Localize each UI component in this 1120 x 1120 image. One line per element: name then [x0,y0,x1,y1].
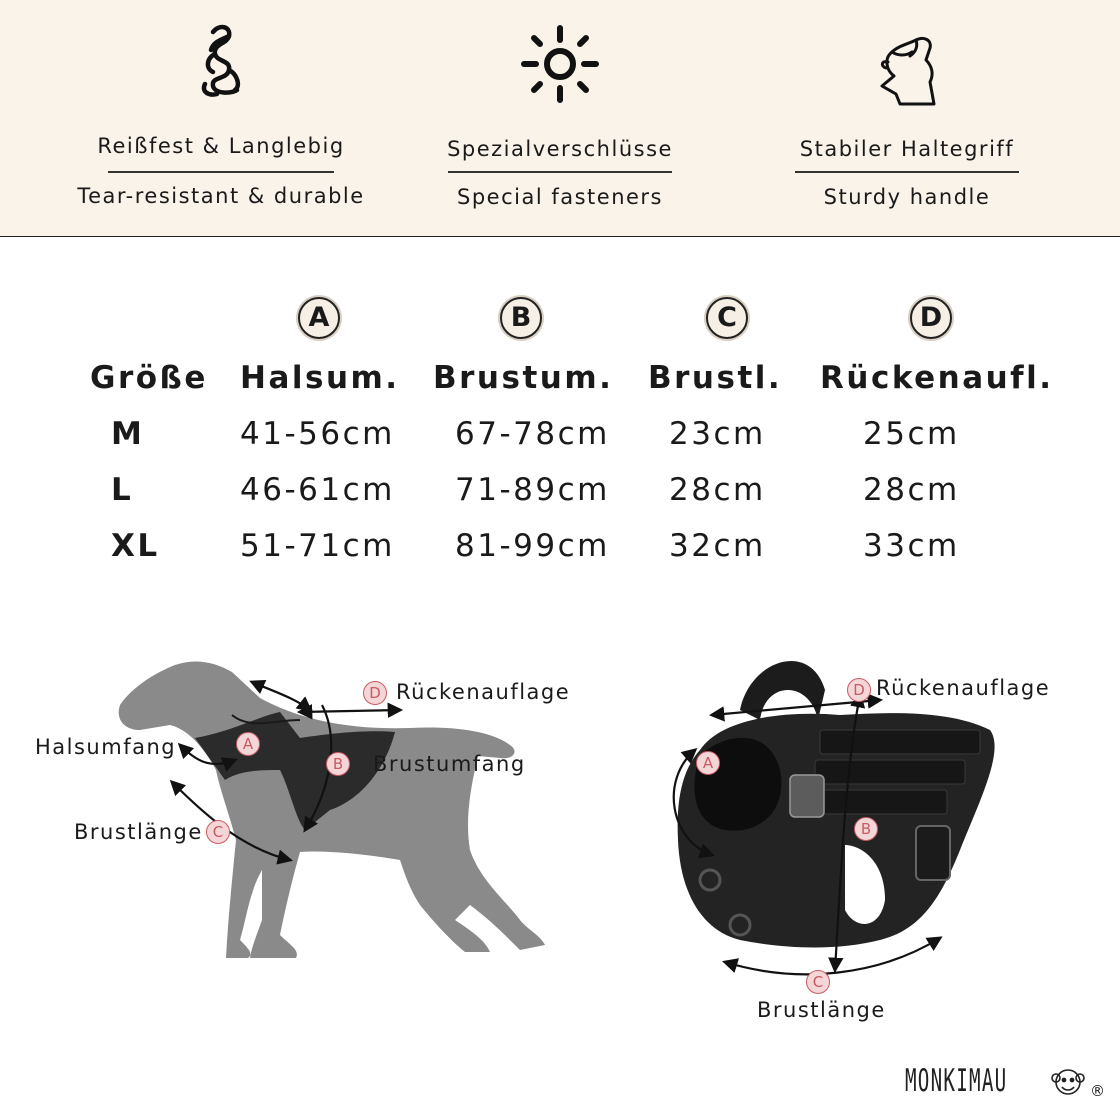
brand-logo [905,1063,1007,1099]
marker-a: A [696,751,720,775]
harness-measurement-diagram [640,640,1080,1040]
size-cell: XL [111,528,160,564]
measure-letter-a: A [298,297,340,339]
marker-d: D [363,681,387,705]
feature-en-label: Special fasteners [457,185,663,209]
label-back-length: Rückenauflage [396,680,571,704]
measure-letter-c: C [706,297,748,339]
value-cell: 51-71cm [240,528,395,564]
value-cell: 33cm [863,528,960,564]
measure-letter-b: B [500,297,542,339]
monkey-logo-icon [1050,1064,1086,1102]
sun-icon [520,24,600,108]
measure-letter-d: D [910,297,952,339]
value-cell: 28cm [669,472,766,508]
registered-mark: ® [1090,1082,1105,1100]
size-cell: L [111,472,134,508]
value-cell: 25cm [863,416,960,452]
value-cell: 32cm [669,528,766,564]
feature-de-label: Stabiler Haltegriff [799,137,1015,161]
header-chest-length: Brustl. [648,360,783,396]
marker-b: B [326,752,350,776]
header-size: Größe [90,360,208,396]
dog-measurement-diagram [0,620,571,980]
label-neck: Halsumfang [35,735,177,759]
header-back: Rückenaufl. [820,360,1054,396]
marker-d: D [847,678,871,702]
pinch-hand-icon [872,30,942,114]
label-back-length: Rückenauflage [876,676,1051,700]
feature-de-label: Spezialverschlüsse [447,137,673,161]
divider [108,171,334,173]
dog-silhouette [0,620,560,980]
marker-c: C [206,820,230,844]
value-cell: 81-99cm [455,528,610,564]
value-cell: 67-78cm [455,416,610,452]
feature-de-label: Reißfest & Langlebig [97,134,345,158]
label-chest: Brustumfang [373,752,526,776]
rope-icon [191,24,251,104]
feature-en-label: Sturdy handle [823,185,991,209]
marker-b: B [854,817,878,841]
header-neck: Halsum. [240,360,400,396]
marker-c: C [806,970,830,994]
value-cell: 28cm [863,472,960,508]
divider [795,171,1019,173]
value-cell: 46-61cm [240,472,395,508]
header-chest: Brustum. [433,360,614,396]
divider [448,171,672,173]
value-cell: 71-89cm [455,472,610,508]
feature-en-label: Tear-resistant & durable [77,184,365,208]
label-chest-length: Brustlänge [74,820,203,844]
value-cell: 23cm [669,416,766,452]
brand-name: MONKIMAU [905,1063,1008,1099]
value-cell: 41-56cm [240,416,395,452]
size-cell: M [111,416,145,452]
label-chest-length: Brustlänge [757,998,886,1022]
marker-a: A [236,732,260,756]
feature-band [0,0,1120,237]
